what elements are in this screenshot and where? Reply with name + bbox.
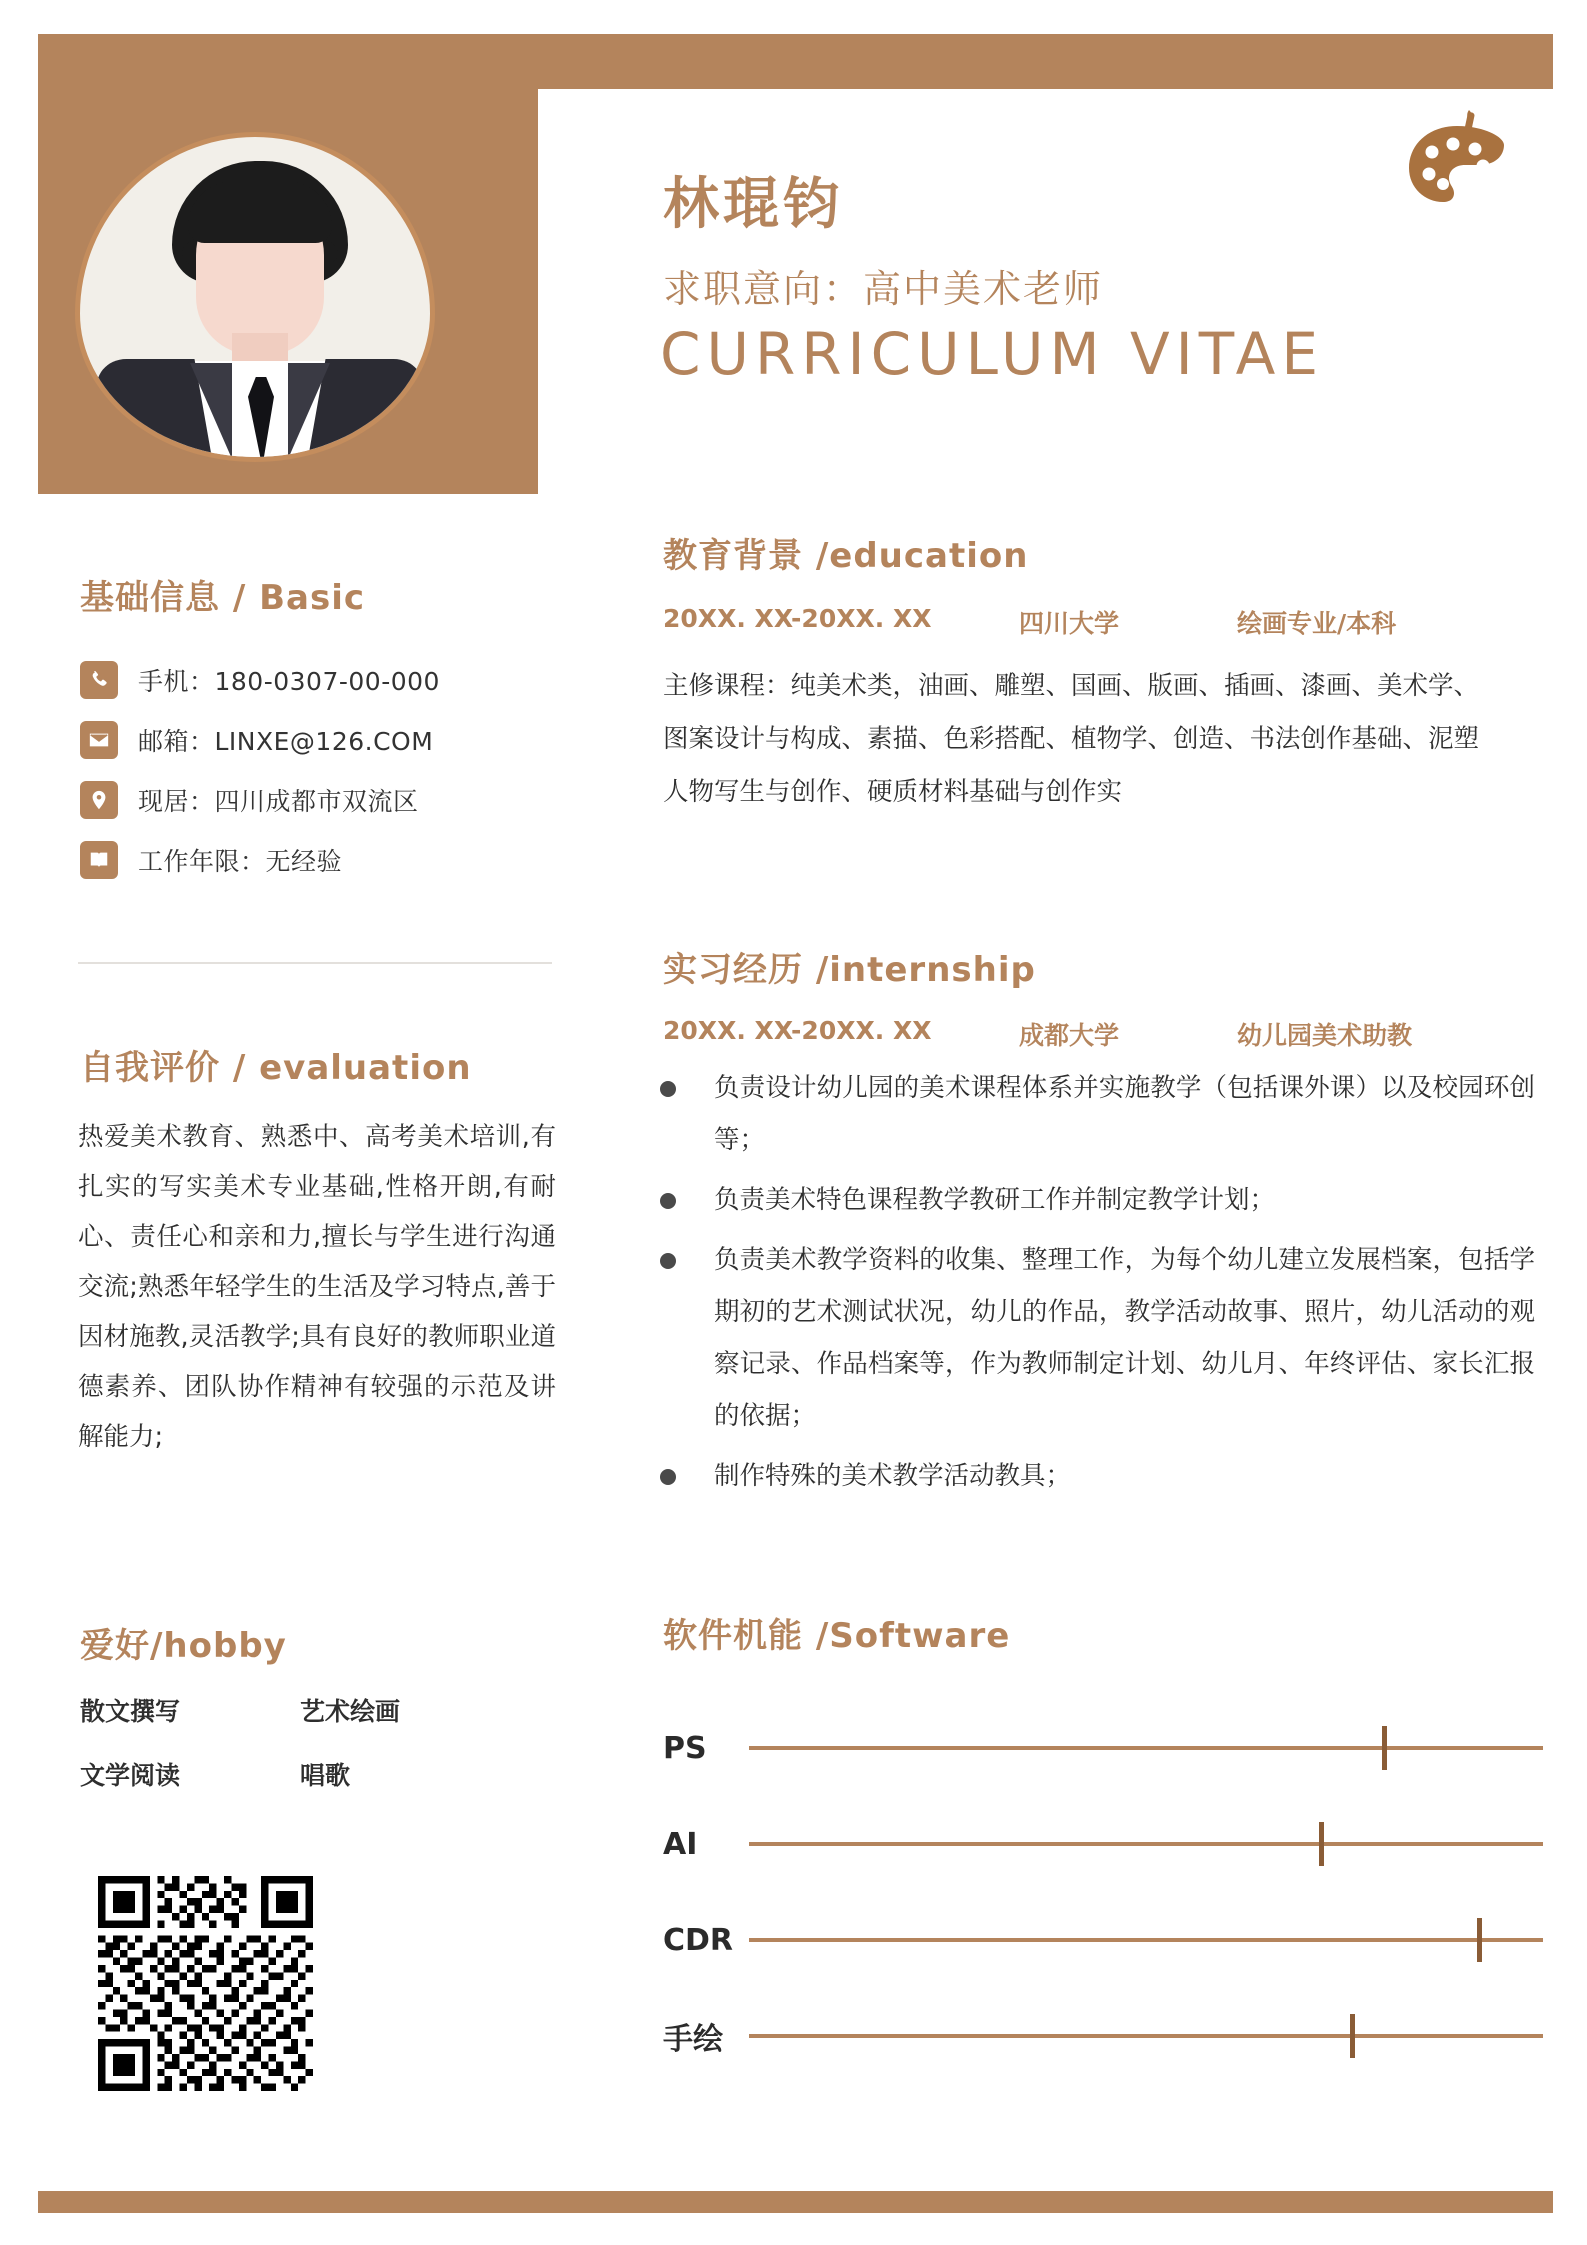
bullet-dot-icon [660, 1081, 676, 1097]
bullet-dot-icon [660, 1469, 676, 1485]
section-heading-internship [663, 942, 1036, 991]
list-item: 文学阅读 [80, 1762, 181, 1790]
bullet-text: 制作特殊的美术教学活动教具； [714, 1461, 1072, 1491]
software-skill-list [663, 1700, 1543, 2084]
skill-label: 手绘 [663, 2022, 723, 2057]
skill-marker [1477, 1918, 1482, 1962]
education-date: 20XX. XX-20XX. XX [663, 604, 932, 633]
cv-title: CURRICULUM VITAE [660, 320, 1324, 388]
software-heading-en: /Software [803, 1616, 1011, 1656]
skill-label: PS [663, 1730, 707, 1766]
evaluation-heading-en: / evaluation [220, 1048, 472, 1088]
avatar-fringe [188, 181, 332, 243]
hobby-heading-cn: 爱好 [80, 1627, 150, 1665]
bullet-text: 负责美术教学资料的收集、整理工作，为每个幼儿建立发展档案，包括学期初的艺术测试状况，幼儿的作品，教学活动故事、照片，幼儿活动的观察记录、作品档案等，作为教师制定计划、幼儿月、年终评估、家长汇报的依据； [714, 1245, 1535, 1431]
education-heading-cn: 教育背景 [663, 537, 803, 575]
skill-marker [1319, 1822, 1324, 1866]
hobby-heading-en: /hobby [150, 1626, 287, 1666]
list-item [660, 1234, 1535, 1442]
section-heading-evaluation [80, 1040, 472, 1089]
list-item [660, 1062, 1535, 1166]
skill-track [749, 1746, 1543, 1750]
list-item [80, 650, 550, 710]
internship-date: 20XX. XX-20XX. XX [663, 1016, 932, 1045]
list-item [660, 1450, 1535, 1502]
education-heading-en: /education [803, 536, 1029, 576]
page-edge-top [0, 0, 1587, 34]
education-major: 绘画专业/本科 [1237, 609, 1397, 638]
list-item [80, 830, 550, 890]
education-school: 四川大学 [1019, 609, 1120, 638]
footer-band [38, 2191, 1553, 2213]
avatar-lapel-right [288, 363, 330, 459]
basic-info-list [80, 650, 550, 890]
skill-track [749, 1842, 1543, 1846]
list-item: 唱歌 [300, 1762, 351, 1790]
skill-label: CDR [663, 1922, 734, 1958]
internship-meta [663, 1016, 1543, 1052]
section-heading-education [663, 528, 1028, 577]
list-item [663, 1988, 1543, 2084]
list-item [80, 770, 550, 830]
list-item [663, 1796, 1543, 1892]
avatar-frame [75, 132, 435, 462]
section-heading-software [663, 1608, 1010, 1657]
envelope-icon [80, 721, 118, 759]
internship-role: 幼儿园美术助教 [1237, 1021, 1413, 1050]
list-item: 散文撰写 [80, 1698, 181, 1726]
bullet-text: 负责设计幼儿园的美术课程体系并实施教学（包括课外课）以及校园环创等； [714, 1073, 1535, 1155]
palette-icon [1399, 108, 1519, 218]
evaluation-heading-cn: 自我评价 [80, 1049, 220, 1087]
software-heading-cn: 软件机能 [663, 1617, 803, 1655]
phone-icon [80, 661, 118, 699]
qr-code [98, 1876, 313, 2091]
job-objective: 求职意向：高中美术老师 [663, 269, 1104, 311]
basic-heading-cn: 基础信息 [80, 579, 220, 617]
list-item [663, 1700, 1543, 1796]
evaluation-body: 热爱美术教育、熟悉中、高考美术培训,有扎实的写实美术专业基础,性格开朗,有耐心、责任心和亲和力,擅长与学生进行沟通交流;熟悉年轻学生的生活及学习特点,善于因材施教,灵活教学;具有良好的教师职业道德素养、团队协作精神有较强的示范及讲解能力; [78, 1122, 556, 1452]
section-heading-hobby [80, 1618, 287, 1667]
internship-company: 成都大学 [1019, 1021, 1120, 1050]
education-body: 主修课程：纯美术类，油画、雕塑、国画、版画、插画、漆画、美术学、图案设计与构成、素描、色彩搭配、植物学、创造、书法创作基础、泥塑人物写生与创作、硬质材料基础与创作实 [663, 671, 1480, 807]
list-item [660, 1174, 1535, 1226]
list-item: 艺术绘画 [300, 1698, 401, 1726]
list-item [80, 710, 550, 770]
phone-value: 手机：180-0307-00-000 [138, 667, 440, 696]
list-item [663, 1892, 1543, 1988]
page-edge-left [0, 0, 38, 2245]
internship-heading-cn: 实习经历 [663, 951, 803, 989]
section-heading-basic [80, 570, 365, 619]
skill-marker [1382, 1726, 1387, 1770]
divider [78, 962, 552, 964]
skill-marker [1350, 2014, 1355, 2058]
email-value: 邮箱：LINXE@126.COM [138, 727, 434, 756]
skill-track [749, 2034, 1543, 2038]
hobby-list [80, 1692, 510, 1792]
location-icon [80, 781, 118, 819]
basic-heading-en: / Basic [220, 578, 365, 618]
page-edge-right [1553, 0, 1587, 2245]
bullet-dot-icon [660, 1253, 676, 1269]
avatar-lapel-left [190, 363, 232, 459]
skill-label: AI [663, 1826, 698, 1862]
avatar [75, 132, 435, 462]
bullet-dot-icon [660, 1193, 676, 1209]
location-value: 现居：四川成都市双流区 [138, 787, 419, 816]
page-title: 林琨钧 [663, 172, 843, 235]
page-edge-bottom [0, 2213, 1587, 2245]
education-meta [663, 604, 1543, 640]
internship-bullets [660, 1062, 1535, 1510]
bullet-text: 负责美术特色课程教学教研工作并制定教学计划； [714, 1185, 1276, 1215]
skill-track [749, 1938, 1543, 1942]
internship-heading-en: /internship [803, 950, 1036, 990]
book-icon [80, 841, 118, 879]
experience-value: 工作年限：无经验 [138, 847, 343, 876]
